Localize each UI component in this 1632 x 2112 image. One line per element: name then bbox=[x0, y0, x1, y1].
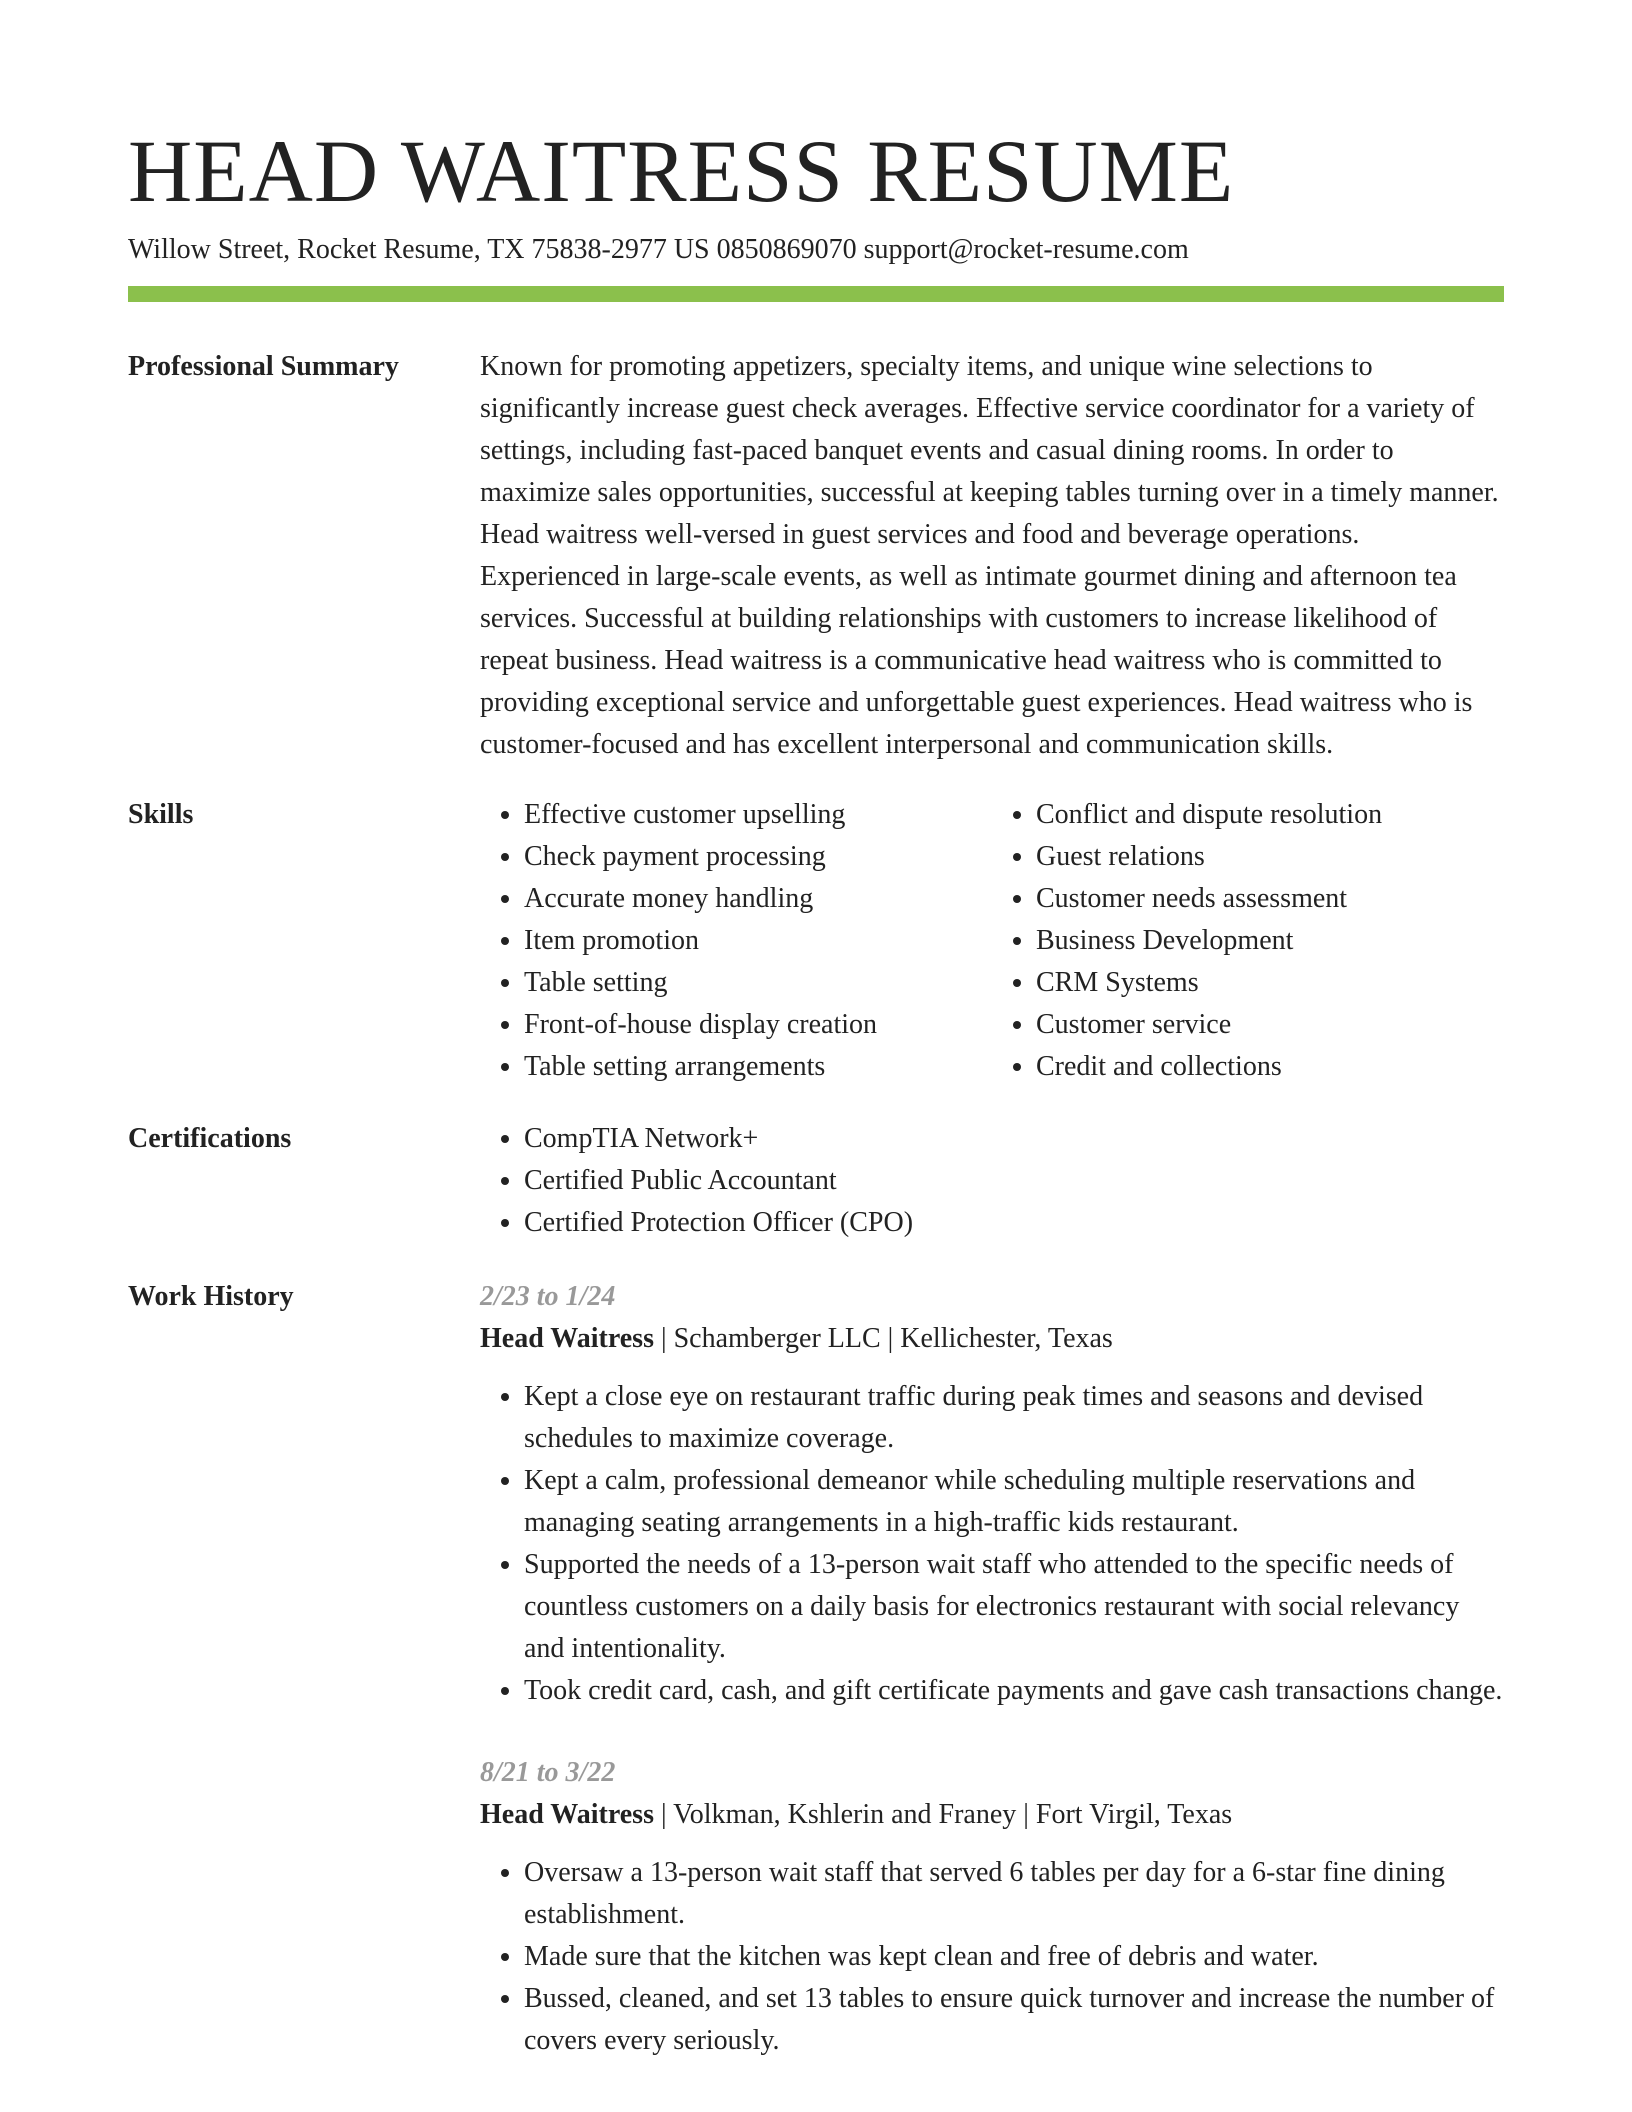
list-item: • Table setting bbox=[524, 962, 992, 1004]
job-heading bbox=[480, 1794, 1504, 1836]
skills-list-left bbox=[480, 794, 992, 1088]
certifications-body bbox=[480, 1118, 1504, 1244]
list-item: • Made sure that the kitchen was kept clean and free of debris and water. bbox=[524, 1936, 1504, 1978]
summary-text: Known for promoting appetizers, specialty items, and unique wine selections to significantly increase guest check averages. Effective service coordinator for a variety of settings, including fast-paced banquet events and casual dining rooms. In order to maximize sales opportunities, successful at keeping tables turning over in a timely manner. Head waitress well-versed in guest services and food and beverage operations. Experienced in large-scale events, as well as intimate gourmet dining and afternoon tea services. Successful at building relationships with customers to increase likelihood of repeat business. Head waitress is a communicative head waitress who is committed to providing exceptional service and unforgettable guest experiences. Head waitress who is customer-focused and has excellent interpersonal and communication skills. bbox=[480, 351, 1499, 760]
list-item: • Took credit card, cash, and gift certificate payments and gave cash transactions change. bbox=[524, 1670, 1504, 1712]
list-item: • Kept a close eye on restaurant traffic during peak times and seasons and devised schedules to maximize coverage. bbox=[524, 1376, 1504, 1460]
list-item: • Conflict and dispute resolution bbox=[1036, 794, 1504, 836]
list-item: • CompTIA Network+ bbox=[524, 1118, 1504, 1160]
certifications-list bbox=[480, 1118, 1504, 1244]
job-details: | Volkman, Kshlerin and Franey | Fort Virgil, Texas bbox=[653, 1799, 1233, 1830]
job-details: | Schamberger LLC | Kellichester, Texas bbox=[653, 1323, 1113, 1354]
list-item: • Supported the needs of a 13-person wait staff who attended to the specific needs of countless customers on a daily basis for electronics restaurant with social relevancy and intentionality. bbox=[524, 1544, 1504, 1670]
list-item: • Effective customer upselling bbox=[524, 794, 992, 836]
list-item: • Certified Public Accountant bbox=[524, 1160, 1504, 1202]
list-item: • Customer needs assessment bbox=[1036, 878, 1504, 920]
job-bullets bbox=[480, 1376, 1504, 1712]
list-item: • Certified Protection Officer (CPO) bbox=[524, 1202, 1504, 1244]
list-item: • Accurate money handling bbox=[524, 878, 992, 920]
contact-line: Willow Street, Rocket Resume, TX 75838-2977 US 0850869070 support@rocket-resume.com bbox=[128, 234, 1189, 265]
list-item: • Item promotion bbox=[524, 920, 992, 962]
job-title: Head Waitress bbox=[480, 1323, 654, 1354]
work-history-body bbox=[480, 1276, 1504, 2062]
certifications-label: Certifications bbox=[128, 1123, 292, 1154]
list-item: • Guest relations bbox=[1036, 836, 1504, 878]
list-item: • Credit and collections bbox=[1036, 1046, 1504, 1088]
list-item: • Front-of-house display creation bbox=[524, 1004, 992, 1046]
job-bullets bbox=[480, 1852, 1504, 2062]
work-history-label: Work History bbox=[128, 1281, 294, 1312]
list-item: • Business Development bbox=[1036, 920, 1504, 962]
job-dates: 2/23 to 1/24 bbox=[480, 1281, 616, 1312]
header-accent-rule bbox=[128, 286, 1504, 302]
job-entry bbox=[480, 1752, 1504, 2062]
skills-list-right bbox=[992, 794, 1504, 1088]
list-item: • Oversaw a 13-person wait staff that served 6 tables per day for a 6-star fine dining establishment. bbox=[524, 1852, 1504, 1936]
skills-label: Skills bbox=[128, 799, 194, 830]
job-title: Head Waitress bbox=[480, 1799, 654, 1830]
resume-title: HEAD WAITRESS RESUME bbox=[128, 123, 1235, 221]
job-dates: 8/21 to 3/22 bbox=[480, 1757, 616, 1788]
list-item: • Table setting arrangements bbox=[524, 1046, 992, 1088]
list-item: • CRM Systems bbox=[1036, 962, 1504, 1004]
summary-body bbox=[480, 346, 1504, 766]
list-item: • Customer service bbox=[1036, 1004, 1504, 1046]
job-heading bbox=[480, 1318, 1504, 1360]
summary-label: Professional Summary bbox=[128, 351, 399, 382]
list-item: • Check payment processing bbox=[524, 836, 992, 878]
list-item: • Bussed, cleaned, and set 13 tables to ensure quick turnover and increase the number of covers every seriously. bbox=[524, 1978, 1504, 2062]
list-item: • Kept a calm, professional demeanor while scheduling multiple reservations and managing seating arrangements in a high-traffic kids restaurant. bbox=[524, 1460, 1504, 1544]
job-entry bbox=[480, 1276, 1504, 1712]
skills-body bbox=[480, 794, 1504, 1088]
